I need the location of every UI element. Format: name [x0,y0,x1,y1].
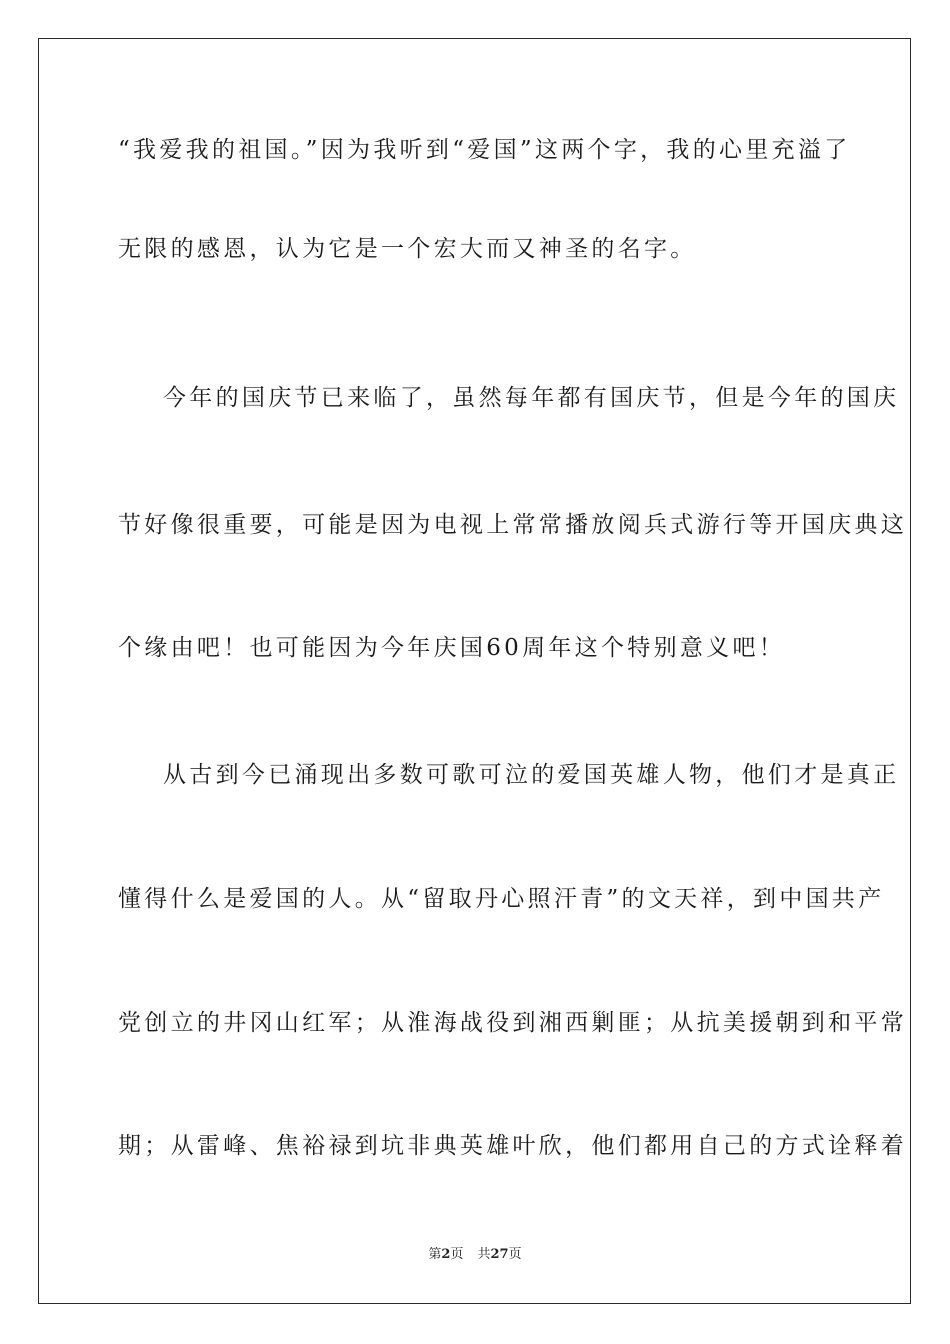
paragraph-line-4: 节好像很重要，可能是因为电视上常常播放阅兵式游行等开国庆典这 [118,512,907,538]
footer-page-prefix: 第 [428,1247,442,1262]
footer-total-suffix: 页 [508,1247,522,1262]
paragraph-line-1: “我爱我的祖国。”因为我听到“爱国”这两个字，我的心里充溢了 [118,137,851,163]
footer-page-total: 27 [490,1247,509,1262]
paragraph-line-6: 从古到今已涌现出多数可歌可泣的爱国英雄人物，他们才是真正 [163,762,900,788]
paragraph-line-9: 期；从雷峰、焦裕禄到坑非典英雄叶欣，他们都用自己的方式诠释着 [118,1133,907,1159]
page-footer [0,1246,950,1264]
footer-page-suffix: 页 [450,1247,464,1262]
page-border [38,38,911,1304]
footer-total-prefix: 共 [477,1247,491,1262]
paragraph-line-2: 无限的感恩，认为它是一个宏大而又神圣的名字。 [118,236,697,262]
paragraph-line-8: 党创立的井冈山红军；从淮海战役到湘西剿匪；从抗美援朝到和平常 [118,1010,907,1036]
footer-page-current: 2 [441,1247,451,1262]
paragraph-line-3: 今年的国庆节已来临了，虽然每年都有国庆节，但是今年的国庆 [163,385,900,411]
paragraph-line-7: 懂得什么是爱国的人。从“留取丹心照汗青”的文天祥，到中国共产 [118,886,885,912]
paragraph-line-5: 个缘由吧！也可能因为今年庆国60周年这个特别意义吧！ [118,635,786,661]
